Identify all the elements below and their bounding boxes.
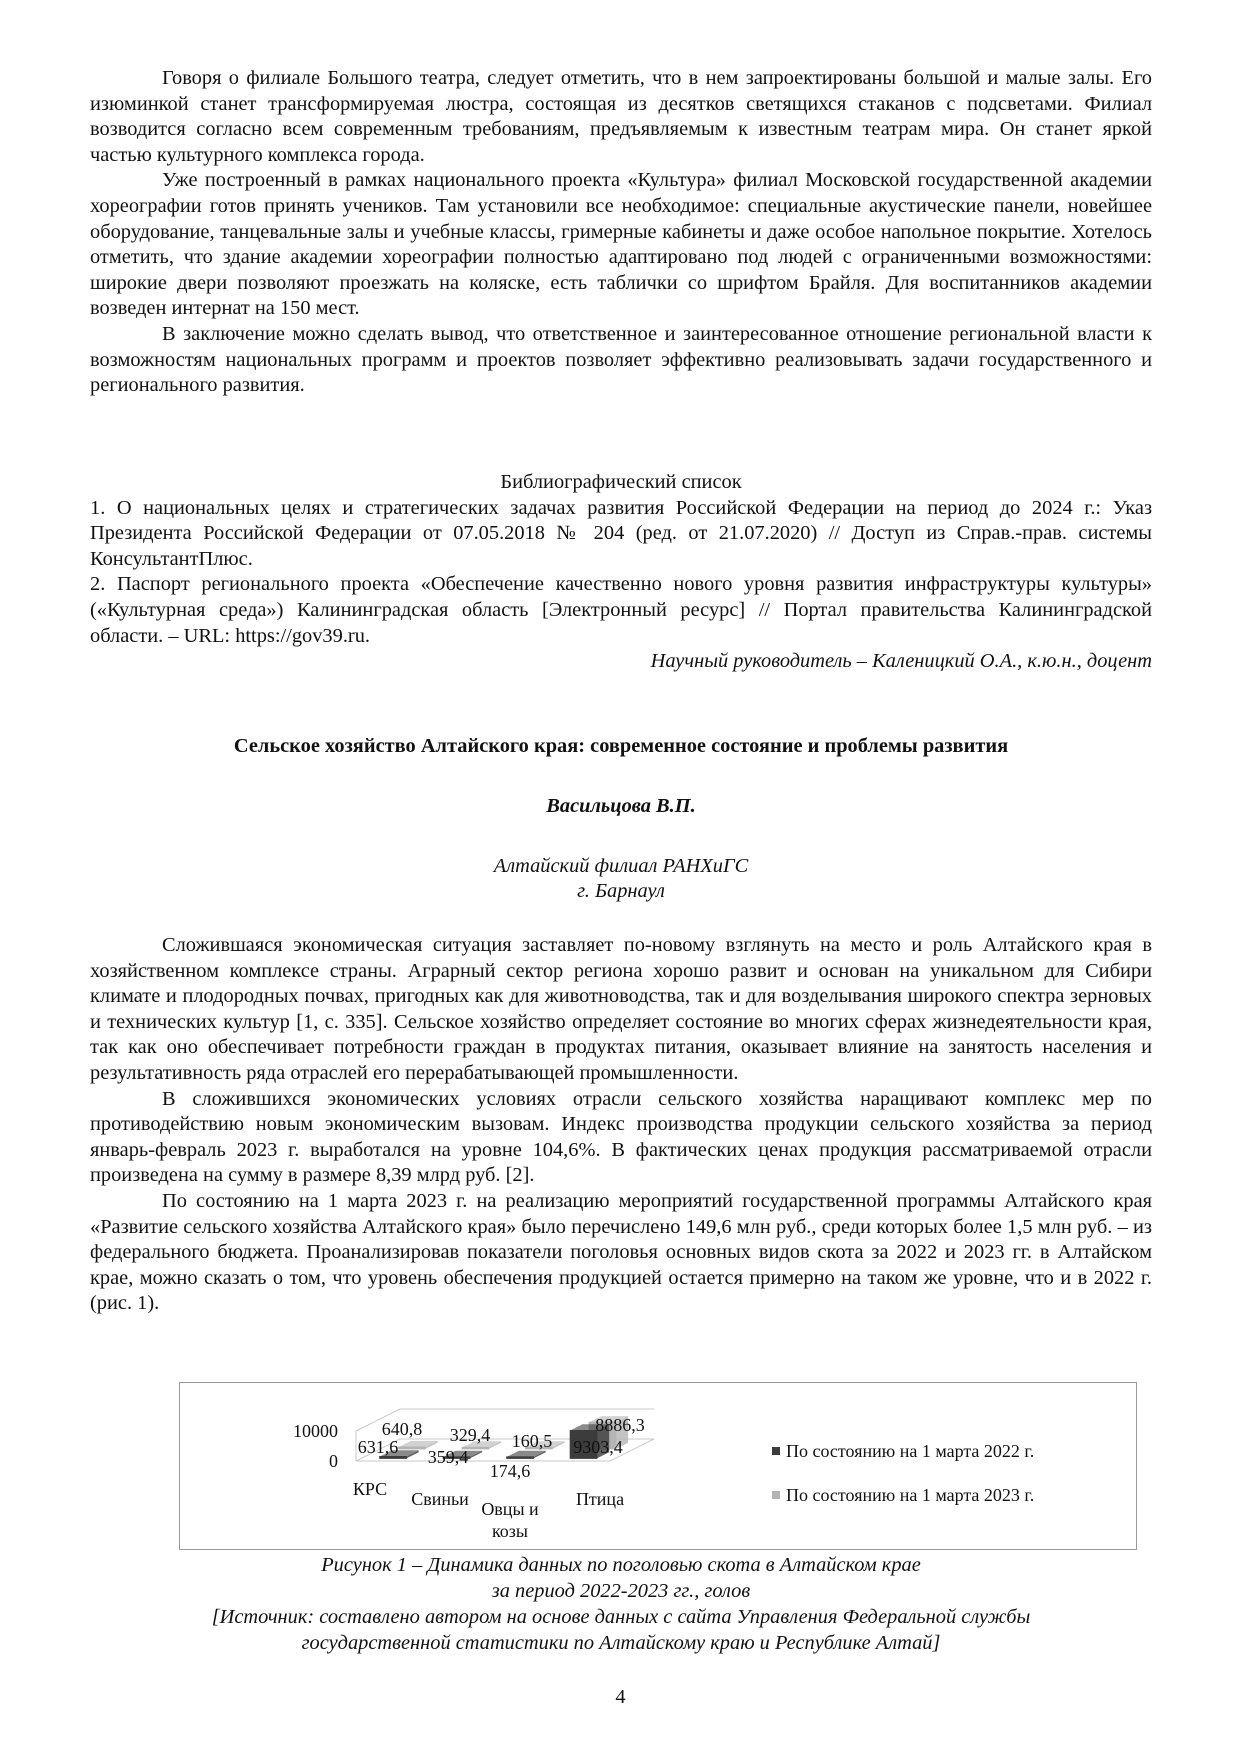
category-label: Овцы и xyxy=(481,1499,539,1519)
figure-source-line-2: государственной статистики по Алтайскому краю и Республике Алтай] xyxy=(301,1632,941,1654)
chart-svg xyxy=(180,1383,1136,1549)
legend-entry: По состоянию на 1 марта 2022 г. xyxy=(786,1441,1035,1461)
category-label: Птица xyxy=(575,1489,625,1509)
bibliography-item: 2. Паспорт регионального проекта «Обеспечение качественно нового уровня развития инфраструктуры культуры» («Культурная среда») Калининградская область [Электронный ресурс] // Портал правительства Калининградской области. – URL: https://gov39.ru. xyxy=(90,573,1152,647)
y-tick-label: 0 xyxy=(329,1451,338,1471)
article-title-wrap xyxy=(90,734,1152,760)
legend-swatch xyxy=(772,1447,780,1455)
author-wrap xyxy=(90,794,1152,820)
category-label: Свиньи xyxy=(411,1489,469,1509)
body-paragraph: Уже построенный в рамках национального проекта «Культура» филиал Московской государственной академии хореографии готов принять учеников. Там установили все необходимое: специальные акустические панели, новейшее оборудование, танцевальные залы и учебные классы, гримерные кабинеты и даже особое напольное покрытие. Хотелось отметить, что здание академии хореографии полностью адаптировано под людей с ограниченными возможностями: широкие двери позволяют проезжать на коляске, есть таблички со шрифтом Брайля. Для воспитанников академии возведен интернат на 150 мест. xyxy=(90,169,1152,320)
article-author: Васильцова В.П. xyxy=(546,795,696,817)
data-label-2023: 640,8 xyxy=(381,1419,423,1439)
category-label: козы xyxy=(491,1521,529,1541)
city: г. Барнаул xyxy=(577,880,665,902)
body-paragraph: В заключение можно сделать вывод, что ответственное и заинтересованное отношение региональной власти к возможностям национальных программ и проектов позволяет эффективно реализовывать задачи государственного и регионального развития. xyxy=(90,322,1152,397)
y-tick-label: 10000 xyxy=(293,1421,338,1441)
affiliation-block xyxy=(90,854,1152,904)
data-label-2022: 359,4 xyxy=(427,1447,469,1467)
figure-caption-line-2: за период 2022-2023 гг., голов xyxy=(491,1580,751,1602)
data-label-2022: 631,6 xyxy=(357,1437,399,1457)
figure-source-line-1: [Источник: составлено автором на основе данных с сайта Управления Федеральной службы xyxy=(211,1606,1031,1628)
article-title: Сельское хозяйство Алтайского края: современное состояние и проблемы развития xyxy=(233,735,1009,757)
affiliation: Алтайский филиал РАНХиГС xyxy=(493,855,749,877)
data-label-2023: 329,4 xyxy=(449,1425,491,1445)
supervisor-line: Научный руководитель – Каленицкий О.А., к.ю.н., доцент xyxy=(650,650,1152,673)
previous-article-body xyxy=(90,66,1152,399)
article-body xyxy=(90,933,1152,1317)
figure-1-chart xyxy=(179,1382,1137,1550)
bar-2023-1 xyxy=(399,1447,426,1449)
body-paragraph: Сложившаяся экономическая ситуация заставляет по-новому взглянуть на место и роль Алтайского края в хозяйственном комплексе страны. Аграрный сектор региона хорошо развит и основан на уникальном для Сибири климате и плодородных почвах, пригодных как для животноводства, так и для возделывания широкого спектра зерновых и технических культур [1, с. 335]. Сельское хозяйство определяет состояние во многих сферах жизнедеятельности края, так как оно обеспечивает потребности граждан в продуктах питания, оказывает влияние на занятость населения и результативность ряда отраслей его перерабатывающей промышленности. xyxy=(90,934,1152,1084)
body-paragraph: По состоянию на 1 марта 2023 г. на реализацию мероприятий государственной программы Алтайского края «Развитие сельского хозяйства Алтайского края» было перечислено 149,6 млн руб., среди которых более 1,5 млн руб. – из федерального бюджета. Проанализировав показатели поголовья основных видов скота за 2022 и 2023 гг. в Алтайском крае, можно сказать о том, что уровень обеспечения продукцией остается примерно на таком же уровне, что и в 2022 г. (рис. 1). xyxy=(90,1189,1152,1315)
body-paragraph: Говоря о филиале Большого театра, следует отметить, что в нем запроектированы большой и малые залы. Его изюминкой станет трансформируемая люстра, состоящая из десятков светящихся стаканов с подсветами. Филиал возводится согласно всем современным требованиям, предъявляемым к известным театрам мира. Он станет яркой частью культурного комплекса города. xyxy=(90,67,1152,166)
bibliography-item: 1. О национальных целях и стратегических задачах развития Российской Федерации на период до 2024 г.: Указ Президента Российской Федерации от 07.05.2018 № 204 (ред. от 21.07.2020) // Доступ из Справ.-прав. системы КонсультантПлюс. xyxy=(90,496,1152,570)
bar-2022-3 xyxy=(507,1457,534,1459)
data-label-2023: 160,5 xyxy=(511,1431,553,1451)
page-number: 4 xyxy=(615,1686,626,1708)
data-label-2023: 8886,3 xyxy=(595,1415,645,1435)
category-label: КРС xyxy=(352,1479,388,1499)
figure-caption-line-1: Рисунок 1 – Динамика данных по поголовью скота в Алтайском крае xyxy=(321,1554,921,1576)
bibliography xyxy=(90,470,1152,675)
data-label-2022: 174,6 xyxy=(489,1461,531,1481)
legend-entry: По состоянию на 1 марта 2023 г. xyxy=(786,1485,1035,1505)
legend-swatch xyxy=(772,1491,780,1499)
bibliography-heading: Библиографический список xyxy=(500,471,742,493)
body-paragraph: В сложившихся экономических условиях отрасли сельского хозяйства наращивают комплекс мер по противодействию новым экономическим вызовам. Индекс производства продукции сельского хозяйства за период январь-февраль 2023 г. выработался на уровне 104,6%. В фактических ценах продукция рассматриваемой отрасли произведена на сумму в размере 8,39 млрд руб. [2]. xyxy=(90,1087,1152,1187)
data-label-2022: 9303,4 xyxy=(573,1437,623,1457)
